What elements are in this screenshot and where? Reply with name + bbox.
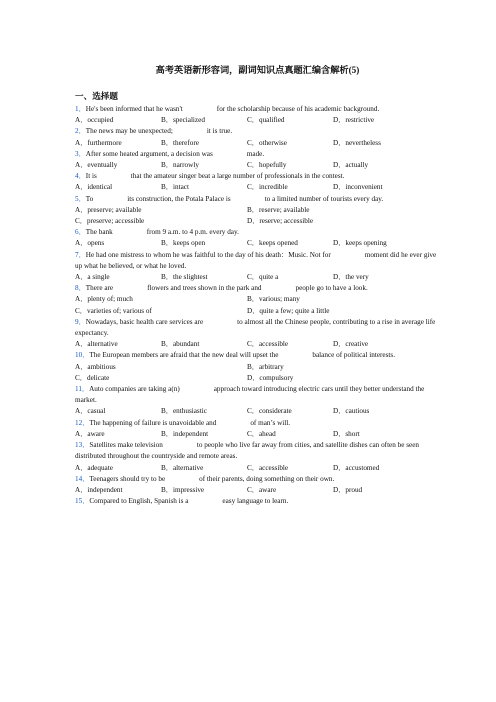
question-stem: It is <box>85 172 97 181</box>
question-stem: The happening of failure is unavoidable and <box>89 418 217 427</box>
question-number: 7． <box>75 250 86 259</box>
question-stem: After some heated argument, a decision was <box>85 149 213 158</box>
option: C．accessible <box>247 340 289 349</box>
question-stem: The news may be unexpected; <box>85 127 173 136</box>
options-row <box>75 138 440 149</box>
option: A．identical <box>75 183 113 192</box>
option: A．ambitious <box>75 362 116 371</box>
option: C．delicate <box>75 373 110 382</box>
question-number: 5． <box>75 194 86 203</box>
question-number: 14． <box>75 474 90 483</box>
options-row <box>75 339 440 350</box>
question-stem: moment did he ever give up what he believed, or what he loved. <box>75 250 437 270</box>
options-row <box>75 373 440 384</box>
question-text <box>75 250 440 272</box>
question-stem: it is true. <box>206 127 233 136</box>
question-stem: Compared to English, Spanish is a <box>89 497 189 506</box>
question-stem: approach toward introducing electric cars until they better understand the market. <box>75 385 425 405</box>
question-stem: of their parents, doing something on their own. <box>199 474 335 483</box>
option: D．the very <box>333 273 369 282</box>
question-stem: To <box>85 194 94 203</box>
option: D．cautious <box>333 407 370 416</box>
options-row <box>75 306 440 317</box>
option: B．intact <box>161 183 189 192</box>
question-stem: Teenagers should try to be <box>89 474 166 483</box>
options-row <box>75 182 440 193</box>
option: A．adequate <box>75 463 113 472</box>
option: D．quite a few; quite a little <box>247 306 330 315</box>
option: B．therefore <box>161 138 199 147</box>
option: C．hopefully <box>247 161 287 170</box>
question-stem: of man’s will. <box>250 418 291 427</box>
section-heading: 一、选择题 <box>75 91 118 101</box>
option: D．accustomed <box>333 463 380 472</box>
question-stem: made. <box>246 149 265 158</box>
option: B．keeps open <box>161 239 206 248</box>
option: C．accessible <box>247 463 289 472</box>
question-stem: The European members are afraid that the new deal will upset the <box>89 351 279 360</box>
question-number: 8． <box>75 284 86 293</box>
question-text <box>75 350 440 361</box>
question-text <box>75 194 440 205</box>
question-stem: Satellites make television <box>89 441 163 450</box>
question-stem: for the scholarship because of his academic background. <box>216 105 380 113</box>
options-row <box>75 205 440 216</box>
question-stem: easy language to learn. <box>222 497 289 506</box>
option: C．qualified <box>247 116 285 125</box>
option: B．enthusiastic <box>161 407 207 416</box>
options-row <box>75 485 440 496</box>
question-text <box>75 440 440 462</box>
question-number: 4． <box>75 172 86 181</box>
question-list <box>75 104 440 507</box>
question-number: 11． <box>75 385 90 394</box>
option: A．preserve; available <box>75 205 142 214</box>
question-number: 15． <box>75 497 90 506</box>
question-number: 1． <box>75 105 86 113</box>
option: B．arbitrary <box>247 362 284 371</box>
question-stem: its construction, the Potala Palace is <box>127 194 231 203</box>
options-row <box>75 238 440 249</box>
question-stem: balance of political interests. <box>312 351 396 360</box>
option: A．occupied <box>75 116 114 125</box>
question-stem: from 9 a.m. to 4 p.m. every day. <box>146 228 239 237</box>
question-text <box>75 384 440 406</box>
question-number: 2． <box>75 127 86 136</box>
question-stem: people go to have a look. <box>295 284 368 293</box>
question-text <box>75 227 440 238</box>
option: D．restrictive <box>333 116 375 125</box>
question-number: 9． <box>75 317 86 326</box>
question-number: 3． <box>75 149 86 158</box>
question-stem: There are <box>85 284 114 293</box>
option: B．various; many <box>247 295 300 304</box>
option: A．a single <box>75 273 110 282</box>
option: A．plenty of; much <box>75 295 133 304</box>
option: D．compulsory <box>247 373 294 382</box>
option: D．proud <box>333 485 363 494</box>
question-number: 6． <box>75 228 86 237</box>
question-number: 12． <box>75 418 90 427</box>
option: B．the slightest <box>161 273 208 282</box>
document-title: 高考英语新形容词，副词知识点真题汇编含解析(5) <box>155 65 360 75</box>
question-text <box>75 474 440 485</box>
options-row <box>75 406 440 417</box>
question-stem: to people who live far away from cities, and satellite dishes can often be seen distributed throughout the countryside and remote areas. <box>75 441 419 461</box>
option: D．nevertheless <box>333 138 381 147</box>
options-row <box>75 216 440 227</box>
option: A．aware <box>75 429 105 438</box>
option: A．furthermore <box>75 138 122 147</box>
option: B．impressive <box>161 485 205 494</box>
option: B．independent <box>161 429 209 438</box>
option: A．alternative <box>75 340 118 349</box>
question-stem: flowers and trees shown in the park and <box>147 284 262 293</box>
option: D．actually <box>333 161 369 170</box>
options-row <box>75 362 440 373</box>
question-stem: Nowadays, basic health care services are <box>85 317 204 326</box>
question-number: 10． <box>75 351 90 360</box>
option: B．specialized <box>161 116 205 125</box>
option: A．opens <box>75 239 105 248</box>
question-stem: The bank <box>85 228 113 237</box>
option: D．keeps opening <box>333 239 387 248</box>
options-row <box>75 115 440 126</box>
question-text <box>75 149 440 160</box>
question-text <box>75 418 440 429</box>
options-row <box>75 160 440 171</box>
question-stem: He had one mistress to whom he was faithful to the day of his death：Music. Not for <box>85 250 331 259</box>
option: C．aware <box>247 485 277 494</box>
option: A．independent <box>75 485 123 494</box>
options-row <box>75 463 440 474</box>
option: C．considerate <box>247 407 292 416</box>
question-stem: that the amateur singer beat a large number of professionals in the contest. <box>130 172 345 181</box>
question-text <box>75 283 440 294</box>
option: B．alternative <box>161 463 204 472</box>
options-row <box>75 429 440 440</box>
option: A．casual <box>75 407 106 416</box>
option: C．ahead <box>247 429 276 438</box>
option: B．narrowly <box>161 161 199 170</box>
question-stem: He's been informed that he wasn't <box>85 105 183 113</box>
option: B．reserve; available <box>247 205 310 214</box>
option: C．varieties of; various of <box>75 306 152 315</box>
options-row <box>75 294 440 305</box>
options-row <box>75 272 440 283</box>
option: C．preserve; accessible <box>75 217 145 226</box>
option: D．creative <box>333 340 369 349</box>
question-text <box>75 171 440 182</box>
option: D．reserve; accessible <box>247 217 314 226</box>
question-stem: to almost all the Chinese people, contributing to a rise in average life expectancy. <box>75 317 436 338</box>
option: B．abundant <box>161 340 200 349</box>
option: C．otherwise <box>247 138 287 147</box>
question-text <box>75 104 440 115</box>
option: C．incredible <box>247 183 288 192</box>
option: D．inconvenient <box>333 183 383 192</box>
question-stem: to a limited number of tourists every day. <box>264 194 384 203</box>
question-text <box>75 317 440 339</box>
option: C．keeps opened <box>247 239 298 248</box>
question-number: 13． <box>75 441 90 450</box>
option: C．quite a <box>247 273 279 282</box>
question-text <box>75 126 440 137</box>
option: D．short <box>333 429 360 438</box>
question-stem: Auto companies are taking a(n) <box>89 385 180 394</box>
option: A．eventually <box>75 161 118 170</box>
question-text <box>75 496 440 507</box>
